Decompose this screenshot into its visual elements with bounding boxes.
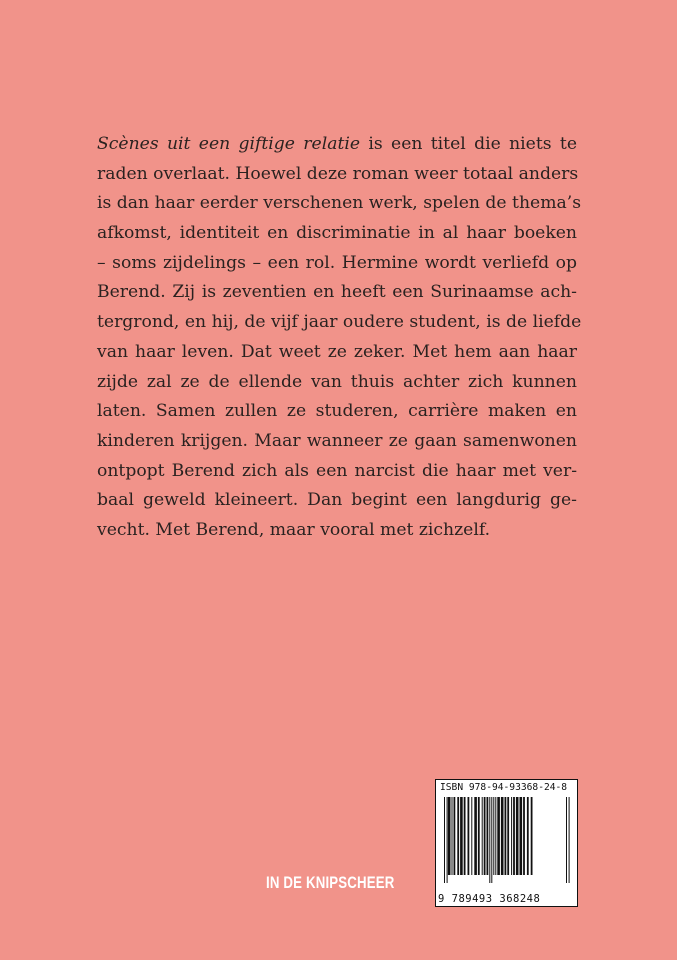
blurb-line: laten. Samen zullen ze studeren, carrière maken en (97, 401, 577, 422)
blurb-line: vecht. Met Berend, maar vooral met zichzelf. (97, 519, 491, 540)
blurb-line: – soms zijdelings – een rol. Hermine wordt verliefd op (97, 252, 577, 273)
blurb-line: Berend. Zij is zeventien en heeft een Surinaamse ach- (97, 282, 577, 303)
isbn-barcode (435, 779, 578, 907)
blurb-line: van haar leven. Dat weet ze zeker. Met hem aan haar (97, 341, 577, 362)
blurb-line: kinderen krijgen. Maar wanneer ze gaan samenwonen (97, 430, 577, 451)
blurb-line: afkomst, identiteit en discriminatie in al haar boeken (97, 223, 577, 244)
blurb-line: is dan haar eerder verschenen werk, spelen de thema’s (97, 193, 582, 214)
publisher-logo: IN DE KNIPSCHEER (266, 873, 395, 892)
barcode-bars (442, 797, 572, 883)
blurb-line: baal geweld kleineert. Dan begint een langdurig ge- (97, 490, 577, 511)
book-title: Scènes uit een giftige relatie (97, 134, 361, 154)
blurb-line: zijde zal ze de ellende van thuis achter zich kunnen (97, 371, 577, 392)
blurb-line: ontpopt Berend zich als een narcist die haar met ver- (97, 460, 577, 481)
ean-digits: 9 789493 368248 (438, 893, 541, 905)
blurb-line: Scènes uit een giftige relatie is een titel die niets te (97, 134, 577, 154)
blurb-line: tergrond, en hij, de vijf jaar oudere student, is de liefde (97, 312, 582, 333)
blurb-line: raden overlaat. Hoewel deze roman weer totaal anders (97, 163, 579, 184)
back-cover-blurb (97, 130, 582, 546)
isbn-label: ISBN 978-94-93368-24-8 (440, 782, 568, 793)
